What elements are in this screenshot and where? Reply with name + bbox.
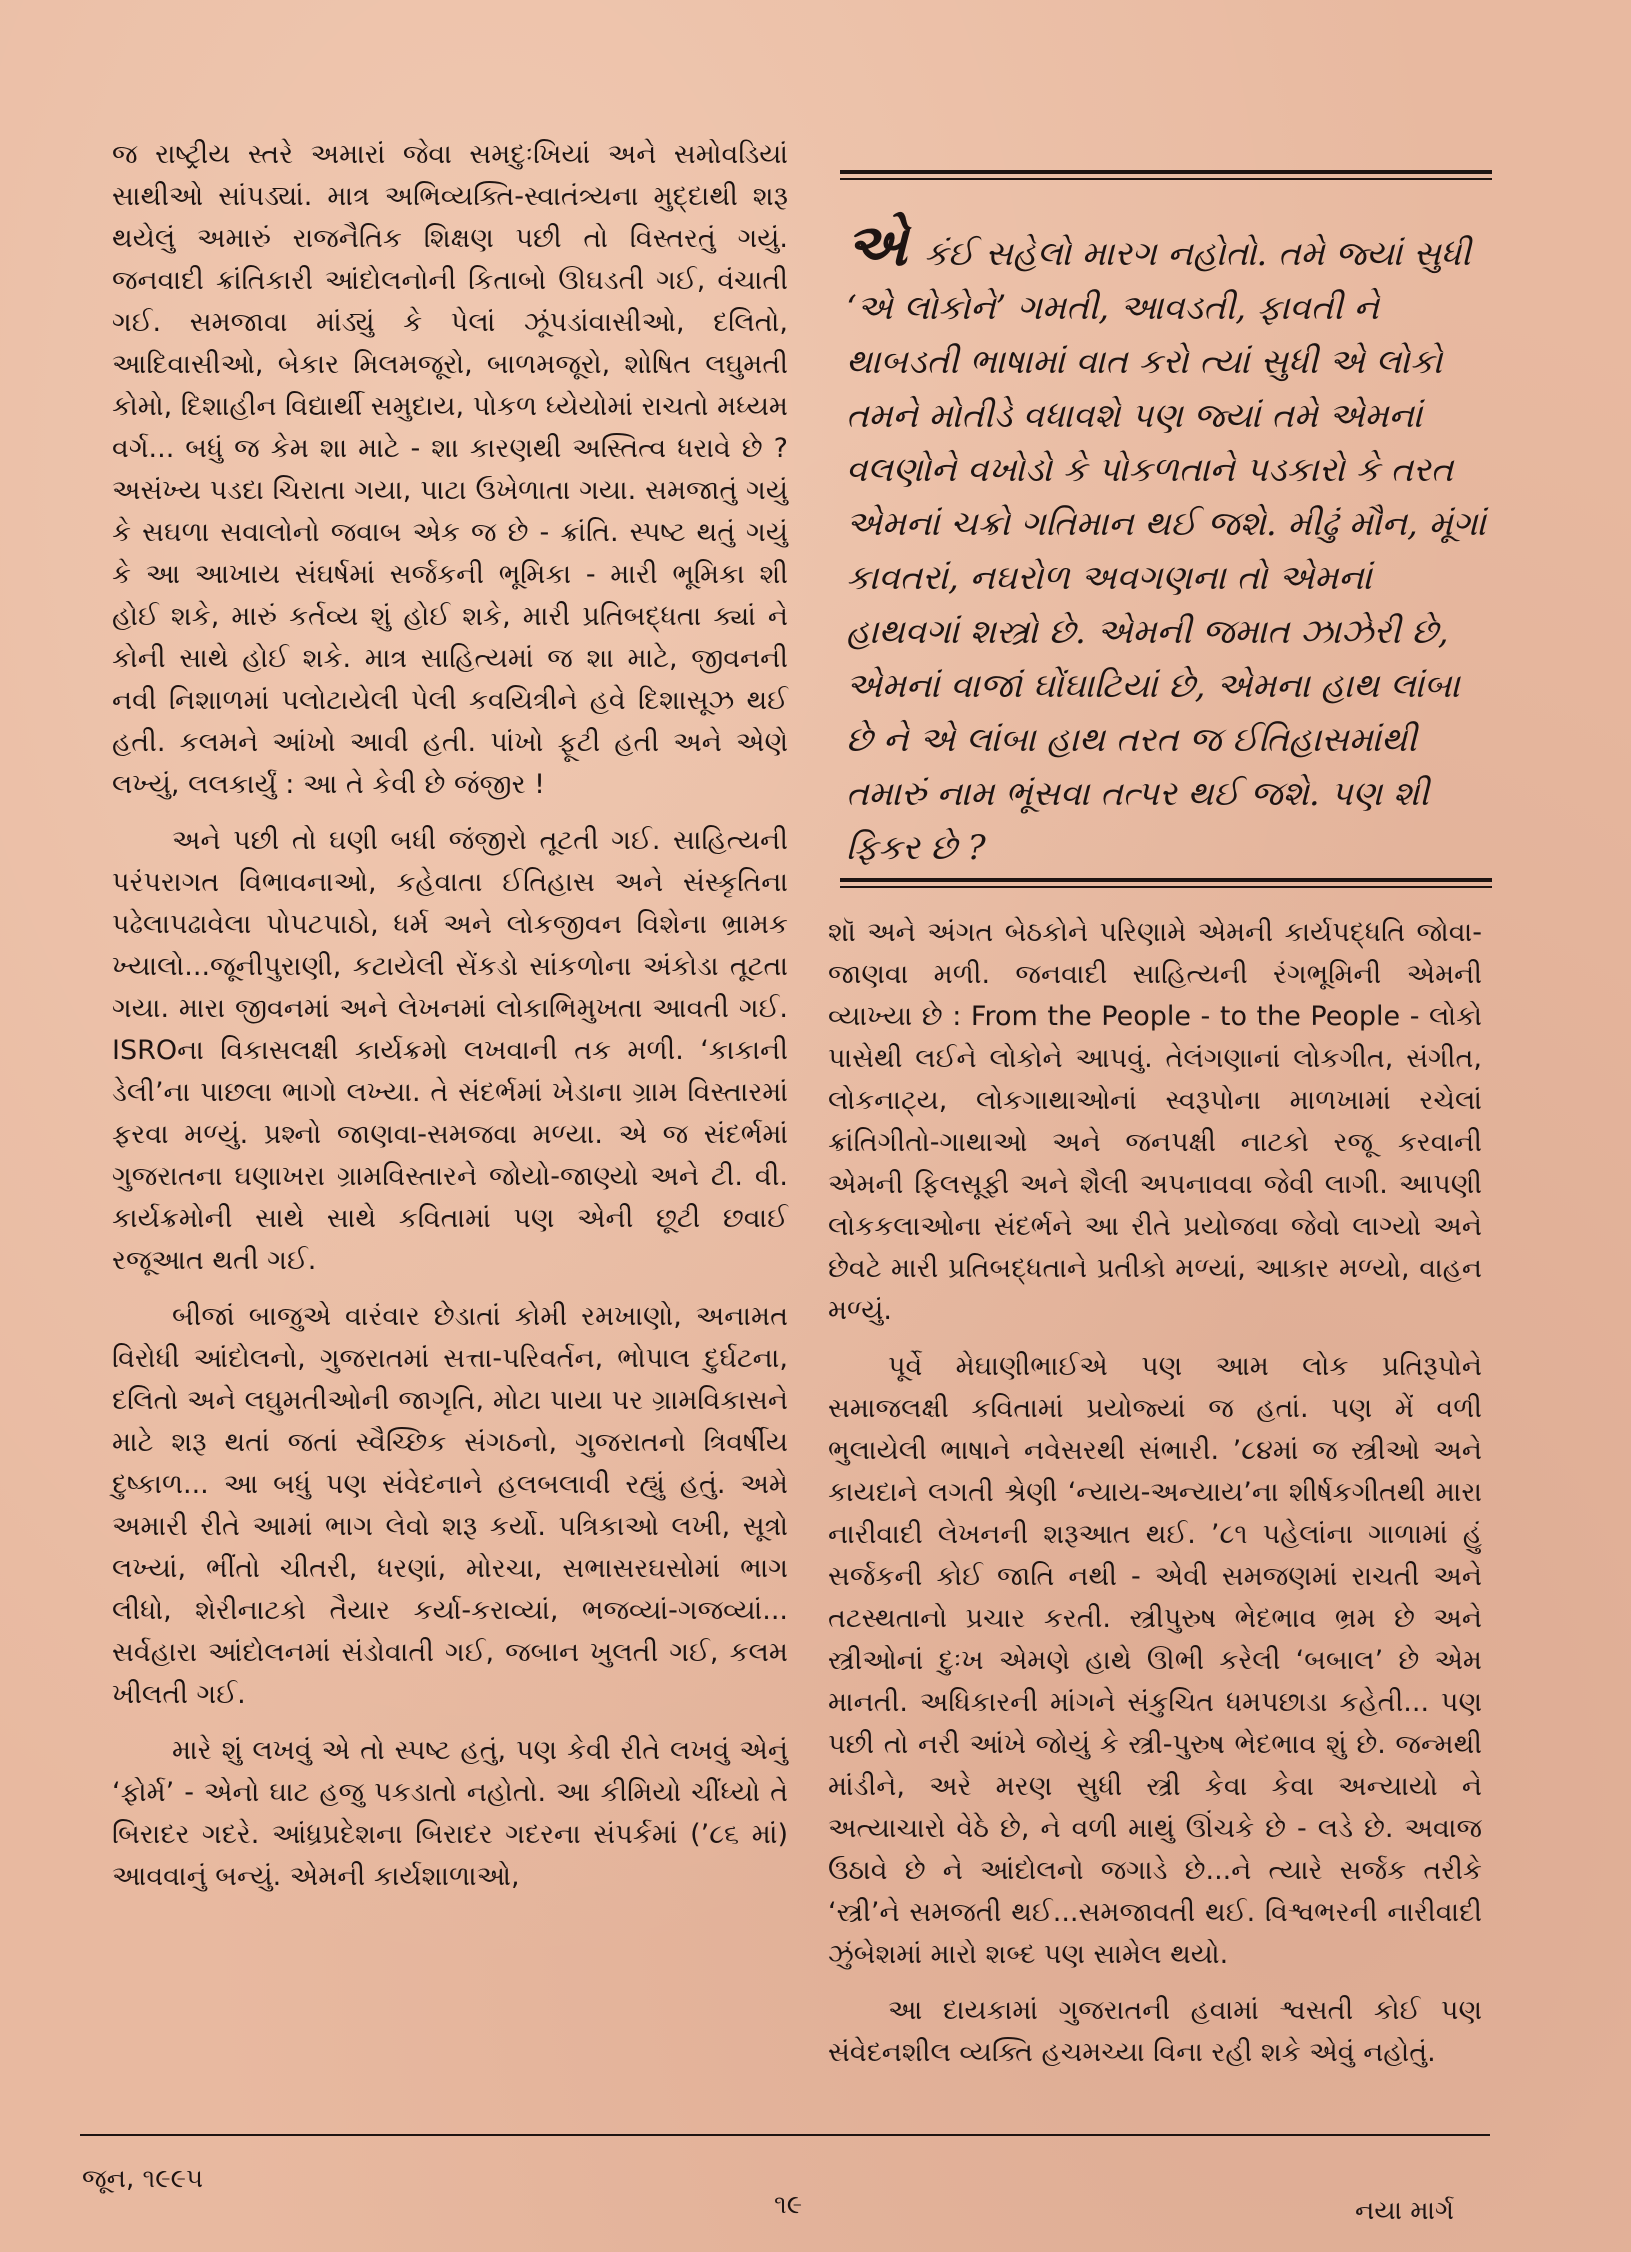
paragraph: પૂર્વે મેઘાણીભાઈએ પણ આમ લોક પ્રતિરૂપોને સમાજલક્ષી કવિતામાં પ્રયોજ્યાં જ હતાં. પણ મેં વળી ભુલાયેલી ભાષાને નવેસરથી સંભારી. ’૮૪માં જ સ્ત્રીઓ અને કાયદાને લગતી શ્રેણી ‘ન્યાય-અન્યાય’ના શીર્ષકગીતથી મારા નારીવાદી લેખનની શરૂઆત થઈ. ’૮૧ પહેલાંના ગાળામાં હું સર્જકની કોઈ જાતિ નથી - એવી સમજણમાં રાચતી અને તટસ્થતાનો પ્રચાર કરતી. સ્ત્રીપુરુષ ભેદભાવ ભ્રમ છે અને સ્ત્રીઓનાં દુઃખ એમણે હાથે ઊભી કરેલી ‘બબાલ’ છે એમ માનતી. અધિકારની માંગને સંકુચિત ધમપછાડા કહેતી... પણ પછી તો નરી આંખે જોયું કે સ્ત્રી-પુરુષ ભેદભાવ શું છે. જન્મથી માંડીને, અરે મરણ સુધી સ્ત્રી કેવા કેવા અન્યાયો ને અત્યાચારો વેઠે છે, ને વળી માથું ઊંચકે છે - લડે છે. અવાજ ઉઠાવે છે ને આંદોલનો જગાડે છે...ને ત્યારે સર્જક તરીકે ‘સ્ત્રી’ને સમજતી થઈ...સમજાવતી થઈ. વિશ્વભરની નારીવાદી ઝુંબેશમાં મારો શબ્દ પણ સામેલ થયો. [828,1351,1482,1970]
paragraph: જ રાષ્ટ્રીય સ્તરે અમારાં જેવા સમદુઃખિયાં અને સમોવડિયાં સાથીઓ સાંપડ્યાં. માત્ર અભિવ્યક્તિ-સ્વાતંત્ર્યના મુદ્દાથી શરૂ થયેલું અમારું રાજનૈતિક શિક્ષણ પછી તો વિસ્તરતું ગયું. જનવાદી ક્રાંતિકારી આંદોલનોની કિતાબો ઊઘડતી ગઈ, વંચાતી ગઈ. સમજાવા માંડ્યું કે પેલાં ઝૂંપડાંવાસીઓ, દલિતો, આદિવાસીઓ, બેકાર મિલમજૂરો, બાળમજૂરો, શોષિત લઘુમતી કોમો, દિશાહીન વિદ્યાર્થી સમુદાય, પોકળ ધ્યેયોમાં રાચતો મધ્યમ વર્ગ... બધું જ કેમ શા માટે - શા કારણથી અસ્તિત્વ ધરાવે છે ? અસંખ્ય પડદા ચિરાતા ગયા, પાટા ઉખેળાતા ગયા. સમજાતું ગયું કે સઘળા સવાલોનો જવાબ એક જ છે - ક્રાંતિ. સ્પષ્ટ થતું ગયું કે આ આખાય સંઘર્ષમાં સર્જકની ભૂમિકા - મારી ભૂમિકા શી હોઈ શકે, મારું કર્તવ્ય શું હોઈ શકે, મારી પ્રતિબદ્ધતા ક્યાં ને કોની સાથે હોઈ શકે. માત્ર સાહિત્યમાં જ શા માટે, જીવનની નવી નિશાળમાં પલોટાયેલી પેલી કવયિત્રીને હવે દિશાસૂઝ થઈ હતી. કલમને આંખો આવી હતી. પાંખો ફૂટી હતી અને એણે લખ્યું, લલકાર્યું : આ તે કેવી છે જંજીર ! [112,139,788,800]
paragraph: બીજાં બાજુએ વારંવાર છેડાતાં કોમી રમખાણો, અનામત વિરોધી આંદોલનો, ગુજરાતમાં સત્તા-પરિવર્તન, ભોપાલ દુર્ઘટના, દલિતો અને લઘુમતીઓની જાગૃતિ, મોટા પાયા પર ગ્રામવિકાસને માટે શરૂ થતાં જતાં સ્વૈચ્છિક સંગઠનો, ગુજરાતનો ત્રિવર્ષીય દુષ્કાળ... આ બધું પણ સંવેદનાને હલબલાવી રહ્યું હતું. અમે અમારી રીતે આમાં ભાગ લેવો શરૂ કર્યો. પત્રિકાઓ લખી, સૂત્રો લખ્યાં, ભીંતો ચીતરી, ધરણાં, મોરચા, સભાસરઘસોમાં ભાગ લીધો, શેરીનાટકો તૈયાર કર્યા-કરાવ્યાં, ભજવ્યાં-ગજવ્યાં... સર્વહારા આંદોલનમાં સંડોવાતી ગઈ, જબાન ખુલતી ગઈ, કલમ ખીલતી ગઈ. [112,1301,788,1710]
paragraph: આ દાયકામાં ગુજરાતની હવામાં શ્વસતી કોઈ પણ સંવેદનશીલ વ્યક્તિ હચમચ્યા વિના રહી શકે એવું નહોતું. [828,1995,1482,2068]
right-column [828,912,1482,2088]
footer-rule [80,2134,1490,2136]
paragraph: અને પછી તો ઘણી બધી જંજીરો તૂટતી ગઈ. સાહિત્યની પરંપરાગત વિભાવનાઓ, કહેવાતા ઈતિહાસ અને સંસ્કૃતિના પઢેલાપઢાવેલા પોપટપાઠો, ધર્મ અને લોકજીવન વિશેના ભ્રામક ખ્યાલો...જૂનીપુરાણી, કટાયેલી સેંકડો સાંકળોના અંકોડા તૂટતા ગયા. મારા જીવનમાં અને લેખનમાં લોકાભિમુખતા આવતી ગઈ. ISROના વિકાસલક્ષી કાર્યક્રમો લખવાની તક મળી. ‘કાકાની ડેલી’ના પાછલા ભાગો લખ્યા. તે સંદર્ભમાં ખેડાના ગ્રામ વિસ્તારમાં ફરવા મળ્યું. પ્રશ્નો જાણવા-સમજવા મળ્યા. એ જ સંદર્ભમાં ગુજરાતના ઘણાખરા ગ્રામવિસ્તારને જોયો-જાણ્યો અને ટી. વી. કાર્યક્રમોની સાથે સાથે કવિતામાં પણ એની છૂટી છવાઈ રજૂઆત થતી ગઈ. [112,825,788,1276]
left-column [112,134,788,1912]
pull-quote-top-rule [840,170,1492,180]
pull-quote-bottom-rule [840,878,1492,888]
paragraph: શૉ અને અંગત બેઠકોને પરિણામે એમની કાર્યપદ્ધતિ જોવા-જાણવા મળી. જનવાદી સાહિત્યની રંગભૂમિની એમની વ્યાખ્યા છે : From the People - to the People - લોકો પાસેથી લઈને લોકોને આપવું. તેલંગણાનાં લોકગીત, સંગીત, લોકનાટ્ય, લોકગાથાઓનાં સ્વરૂપોના માળખામાં રચેલાં ક્રાંતિગીતો-ગાથાઓ અને જનપક્ષી નાટકો રજૂ કરવાની એમની ફિલસૂફી અને શૈલી અપનાવવા જેવી લાગી. આપણી લોકકલાઓના સંદર્ભને આ રીતે પ્રયોજવા જેવો લાગ્યો અને છેવટે મારી પ્રતિબદ્ધતાને પ્રતીકો મળ્યાં, આકાર મળ્યો, વાહન મળ્યું. [828,917,1482,1326]
pull-quote [846,211,1486,875]
magazine-name: નયા માર્ગ [1355,2196,1455,2226]
pull-quote-text: કંઈ સહેલો મારગ નહોતો. તમે જ્યાં સુધી ‘એ લોકોને’ ગમતી, આવડતી, ફાવતી ને થાબડતી ભાષામાં વાત કરો ત્યાં સુધી એ લોકો તમને મોતીડે વધાવશે પણ જ્યાં તમે એમનાં વલણોને વખોડો કે પોકળતાને પડકારો કે તરત એમનાં ચક્રો ગતિમાન થઈ જશે. મીઢું મૌન, મૂંગાં કાવતરાં, નઘરોળ અવગણના તો એમનાં હાથવગાં શસ્ત્રો છે. એમની જમાત ઝાઝેરી છે, એમનાં વાજાં ઘોંઘાટિયાં છે, એમના હાથ લાંબા છે ને એ લાંબા હાથ તરત જ ઈતિહાસમાંથી તમારું નામ ભૂંસવા તત્પર થઈ જશે. પણ શી ફિકર છે ? [846,234,1486,868]
page-number: ૧૯ [774,2190,803,2220]
pull-quote-dropcap: એ [846,211,908,279]
paragraph: મારે શું લખવું એ તો સ્પષ્ટ હતું, પણ કેવી રીતે લખવું એનું ‘ફોર્મ’ - એનો ઘાટ હજુ પકડાતો નહોતો. આ કીમિયો ચીંધ્યો તે બિરાદર ગદરે. આંધ્રપ્રદેશના બિરાદર ગદરના સંપર્કમાં (’૮૬ માં) આવવાનું બન્યું. એમની કાર્યશાળાઓ, [112,1735,788,1892]
footer-date: જૂન, ૧૯૯૫ [82,2164,204,2194]
